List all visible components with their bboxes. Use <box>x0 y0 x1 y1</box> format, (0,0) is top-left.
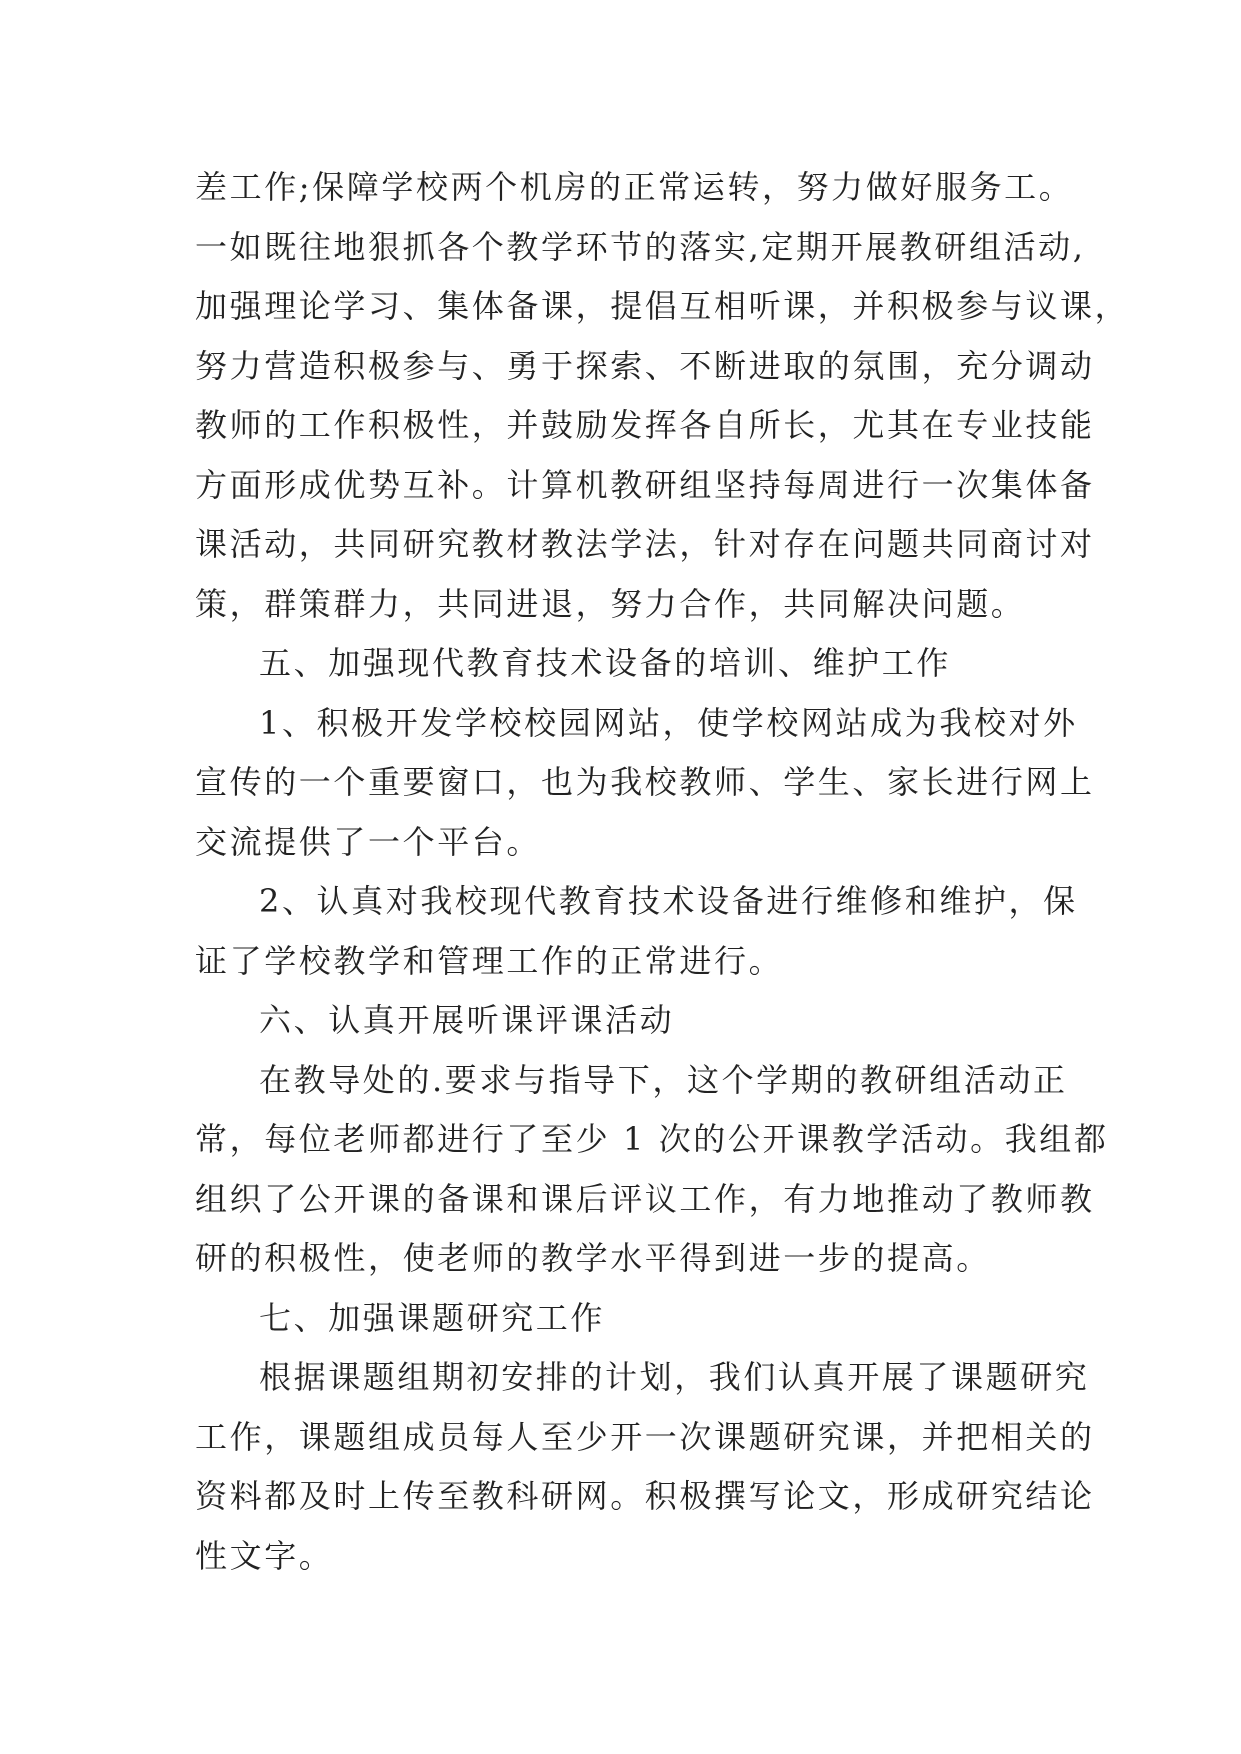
section-heading: 六、认真开展听课评课活动 <box>259 1001 675 1039</box>
text-line: 常，每位老师都进行了至少 1 次的公开课教学活动。我组都 <box>195 1120 1109 1158</box>
text-line: 宣传的一个重要窗口，也为我校教师、学生、家长进行网上 <box>195 763 1095 801</box>
text-line: 努力营造积极参与、勇于探索、不断进取的氛围，充分调动 <box>195 346 1095 385</box>
text-line: 证了学校教学和管理工作的正常进行。 <box>195 941 784 980</box>
text-line: 在教导处的.要求与指导下，这个学期的教研组活动正 <box>259 1060 1068 1099</box>
text-line: 2、认真对我校现代教育技术设备进行维修和维护，保 <box>259 882 1078 920</box>
text-line: 差工作;保障学校两个机房的正常运转，努力做好服务工。 <box>195 168 1074 206</box>
text-line: 课活动，共同研究教材教法学法，针对存在问题共同商讨对 <box>195 525 1095 563</box>
text-line: 策，群策群力，共同进退，努力合作，共同解决问题。 <box>195 584 1026 623</box>
text-line: 加强理论学习、集体备课，提倡互相听课，并积极参与议课， <box>195 287 1130 325</box>
text-line: 工作，课题组成员每人至少开一次课题研究课，并把相关的 <box>195 1417 1095 1456</box>
section-heading: 七、加强课题研究工作 <box>259 1298 606 1337</box>
text-line: 1、积极开发学校校园网站，使学校网站成为我校对外 <box>259 703 1078 742</box>
text-line: 交流提供了一个平台。 <box>195 822 542 861</box>
text-line: 教师的工作积极性，并鼓励发挥各自所长，尤其在专业技能 <box>195 406 1095 444</box>
text-line: 性文字。 <box>195 1536 334 1575</box>
document-body <box>195 158 1130 1586</box>
text-line: 资料都及时上传至教科研网。积极撰写论文，形成研究结论 <box>195 1477 1095 1515</box>
section-heading: 五、加强现代教育技术设备的培训、维护工作 <box>259 644 952 682</box>
text-line: 根据课题组期初安排的计划，我们认真开展了课题研究 <box>259 1358 1090 1396</box>
text-line: 组织了公开课的备课和课后评议工作，有力地推动了教师教 <box>195 1179 1095 1218</box>
text-line: 研的积极性，使老师的教学水平得到进一步的提高。 <box>195 1239 991 1277</box>
text-line: 一如既往地狠抓各个教学环节的落实,定期开展教研组活动, <box>195 227 1086 266</box>
text-line: 方面形成优势互补。计算机教研组坚持每周进行一次集体备 <box>195 465 1095 504</box>
